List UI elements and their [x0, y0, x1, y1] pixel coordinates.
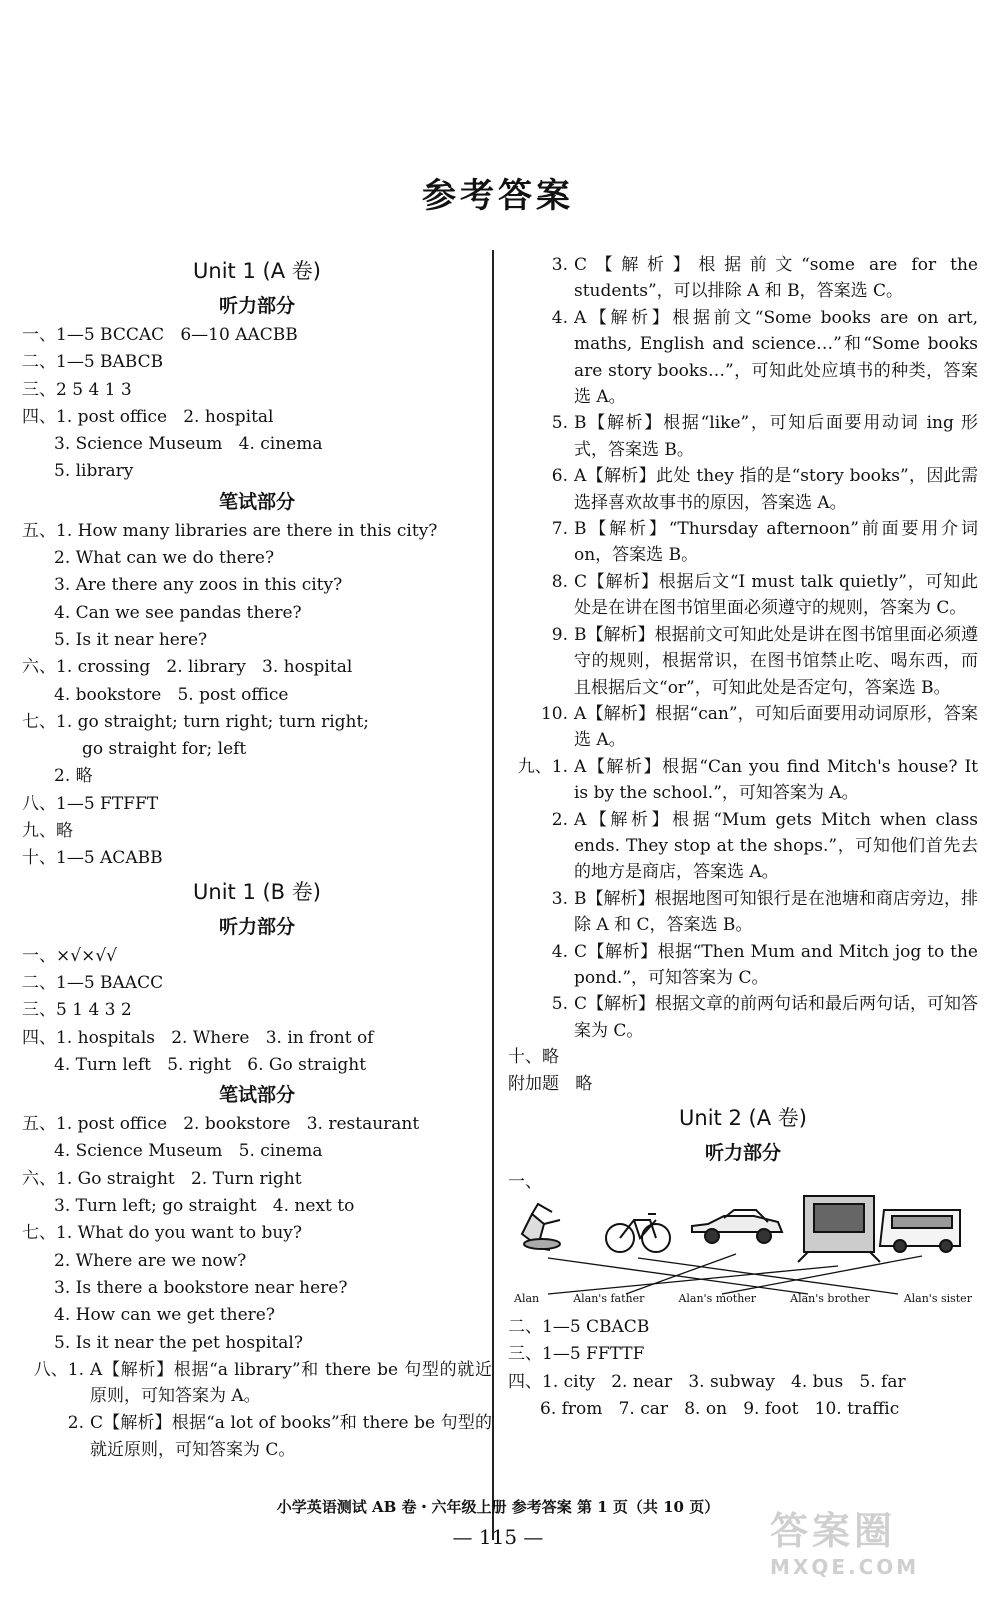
person-label: Alan's mother [678, 1292, 757, 1306]
unit1b-heading: Unit 1 (B 卷) [193, 879, 321, 904]
answer-text: B【解析】根据地图可知银行是在池塘和商店旁边，排除 A 和 C，答案选 B。 [574, 888, 978, 936]
answer-line: 2. 略 [54, 766, 93, 787]
answer-line: 4. Science Museum 5. cinema [54, 1141, 323, 1162]
answer-line: 四、1. hospitals 2. Where 3. in front of [22, 1027, 374, 1048]
answer-line: 5. library [54, 461, 134, 482]
person-label: Alan's brother [790, 1292, 870, 1306]
answer-line: 一、×√×√√ [22, 945, 117, 966]
explained-answer [508, 701, 978, 754]
answer-text: A【解析】根据“a library”和 there be 句型的就近原则，可知答案为 A。 [90, 1359, 492, 1407]
page-footer: 小学英语测试 AB 卷・六年级上册 参考答案 第 1 页（共 10 页） [276, 1498, 720, 1516]
answer-line: 二、1—5 BAACC [22, 972, 164, 993]
explained-answer [508, 807, 978, 886]
answer-line: 4. How can we get there? [54, 1305, 275, 1326]
explained-answer [508, 516, 978, 569]
explained-answer [0, 1357, 492, 1410]
watermark-text: 答案圈 [770, 1509, 897, 1553]
answer-line: 一、1—5 BCCAC 6—10 AACBB [22, 325, 298, 345]
unit1b-writing-heading: 笔试部分 [218, 1084, 295, 1107]
answer-number: 3. [551, 255, 568, 275]
answer-line: 八、1—5 FTFFT [22, 793, 159, 814]
answer-line: 4. Can we see pandas there? [54, 602, 302, 623]
answer-text: A【解析】根据前文“Some books are on art, maths, English and science…”和“Some books are story books…”，可知此处应填书的种类，答案选 A。 [574, 307, 978, 408]
answer-line: 附加题 略 [508, 1074, 593, 1095]
answer-line: 3. Science Museum 4. cinema [54, 434, 323, 455]
answer-number: 8. [551, 571, 568, 592]
answer-line: 五、1. How many libraries are there in this city? [22, 520, 438, 541]
answer-line: 四、1. city 2. near 3. subway 4. bus 5. far [508, 1371, 906, 1392]
walking-icon [522, 1204, 560, 1250]
answer-line: 九、略 [22, 821, 73, 842]
matching-lines [548, 1254, 922, 1294]
answer-text: A【解析】此处 they 指的是“story books”，因此需选择喜欢故事书的原因，答案选 A。 [574, 466, 978, 513]
answer-line: 3. Are there any zoos in this city? [54, 575, 343, 596]
answer-number: 九、1. [517, 756, 568, 777]
watermark-url: MXQE.COM [770, 1555, 920, 1579]
answer-number: 3. [551, 888, 568, 909]
answer-number: 5. [551, 413, 568, 434]
right-column [508, 252, 978, 1423]
answer-number: 2. [67, 1412, 84, 1433]
answer-line: 四、1. post office 2. hospital [22, 406, 274, 427]
answer-text: C【解析】根据“Then Mum and Mitch jog to the pond.”，可知答案为 C。 [574, 941, 978, 988]
answer-text: A【解析】根据“Mum gets Mitch when class ends. They stop at the shops.”，可知他们首先去的地方是商店，答案选 A。 [574, 809, 978, 883]
page-title: 参考答案 [422, 176, 574, 216]
unit2a-listening-heading: 听力部分 [704, 1141, 781, 1164]
column-divider [492, 250, 494, 1540]
answer-line: 十、略 [508, 1047, 559, 1068]
answer-line: 七、1. go straight; turn right; turn right; [22, 711, 370, 732]
explained-answer [508, 410, 978, 463]
explained-answer [508, 886, 978, 939]
answer-line: 七、1. What do you want to buy? [22, 1223, 303, 1244]
left-column [22, 252, 492, 1463]
subway-icon [798, 1196, 880, 1262]
answer-number: 4. [551, 307, 568, 328]
answer-line: 2. Where are we now? [54, 1250, 247, 1271]
explained-answer [508, 622, 978, 701]
answer-line: 2. What can we do there? [54, 548, 275, 569]
answer-line: 3. Is there a bookstore near here? [54, 1277, 348, 1298]
answer-line: go straight for; left [82, 739, 247, 760]
answer-line: 十、1—5 ACABB [22, 848, 163, 869]
answer-text: C【解析】根据前文“some are for the students”，可以排除 A 和 B，答案选 C。 [574, 255, 978, 302]
answer-line: 六、1. crossing 2. library 3. hospital [22, 657, 353, 678]
unit1a-listening-heading: 听力部分 [218, 295, 295, 317]
answer-number: 7. [551, 519, 568, 540]
person-label: Alan [514, 1292, 540, 1306]
explained-answer [22, 1410, 492, 1463]
answer-number: 10. [540, 703, 568, 724]
answer-line: 一、 [508, 1171, 542, 1192]
answer-number: 5. [551, 994, 568, 1015]
answer-line: 5. Is it near the pet hospital? [54, 1332, 303, 1353]
answer-line: 二、1—5 CBACB [508, 1317, 650, 1338]
matching-drawing [508, 1182, 978, 1300]
answer-text: B【解析】“Thursday afternoon”前面要用介词 on，答案选 B。 [574, 519, 978, 566]
answer-line: 5. Is it near here? [54, 629, 208, 650]
explained-answer [508, 754, 978, 807]
person-label: Alan's sister [903, 1292, 972, 1306]
unit2a-heading: Unit 2 (A 卷) [679, 1105, 807, 1130]
explained-answer [508, 463, 978, 516]
watermark [770, 1500, 980, 1590]
answer-text: C【解析】根据“a lot of books”和 there be 句型的就近原则，可知答案为 C。 [90, 1412, 492, 1460]
answer-line: 6. from 7. car 8. on 9. foot 10. traffic [540, 1398, 900, 1419]
explained-answer [508, 991, 978, 1044]
answer-text: A【解析】根据“Can you find Mitch's house? It is by the school.”，可知答案为 A。 [574, 756, 978, 804]
answer-text: B【解析】根据前文可知此处是讲在图书馆里面必须遵守的规则，根据常识，在图书馆禁止吃、喝东西，而且根据后文“or”，可知此处是否定句，答案选 B。 [574, 624, 978, 698]
page-number: — 115 — [452, 1525, 544, 1549]
answer-line: 三、1—5 FFTTF [508, 1344, 645, 1365]
answer-line: 3. Turn left; go straight 4. next to [54, 1196, 355, 1217]
answer-line: 4. bookstore 5. post office [54, 684, 289, 705]
bicycle-icon [606, 1214, 670, 1252]
answer-line: 五、1. post office 2. bookstore 3. restaurant [22, 1114, 420, 1135]
answer-text: C【解析】根据后文“I must talk quietly”，可知此处是在讲在图书馆里面必须遵守的规则，答案为 C。 [574, 571, 978, 619]
matching-figure [508, 1196, 978, 1314]
answer-line: 三、2 5 4 1 3 [22, 379, 132, 400]
answer-number: 6. [551, 466, 568, 487]
answer-number: 八、1. [33, 1359, 84, 1380]
explained-answer [508, 252, 978, 305]
explained-answer [508, 939, 978, 992]
unit1a-writing-heading: 笔试部分 [218, 490, 295, 513]
answer-line: 4. Turn left 5. right 6. Go straight [54, 1054, 367, 1075]
answer-line: 三、5 1 4 3 2 [22, 1000, 132, 1021]
answer-text: A【解析】根据“can”，可知后面要用动词原形，答案选 A。 [574, 703, 978, 751]
answer-number: 9. [551, 624, 568, 645]
explained-answer [508, 569, 978, 622]
answer-number: 2. [551, 809, 568, 830]
unit1b-listening-heading: 听力部分 [218, 915, 295, 938]
explained-answer [508, 305, 978, 411]
unit1a-heading: Unit 1 (A 卷) [193, 259, 321, 283]
person-labels [514, 1292, 972, 1305]
person-label: Alan's father [573, 1292, 645, 1306]
answer-line: 六、1. Go straight 2. Turn right [22, 1168, 302, 1189]
answer-number: 4. [551, 941, 568, 962]
answer-text: B【解析】根据“like”，可知后面要用动词 ing 形式，答案选 B。 [574, 413, 978, 460]
answer-text: C【解析】根据文章的前两句话和最后两句话，可知答案为 C。 [574, 994, 979, 1041]
car-icon [692, 1210, 782, 1243]
answer-line: 二、1—5 BABCB [22, 352, 164, 373]
bus-icon [880, 1210, 960, 1252]
